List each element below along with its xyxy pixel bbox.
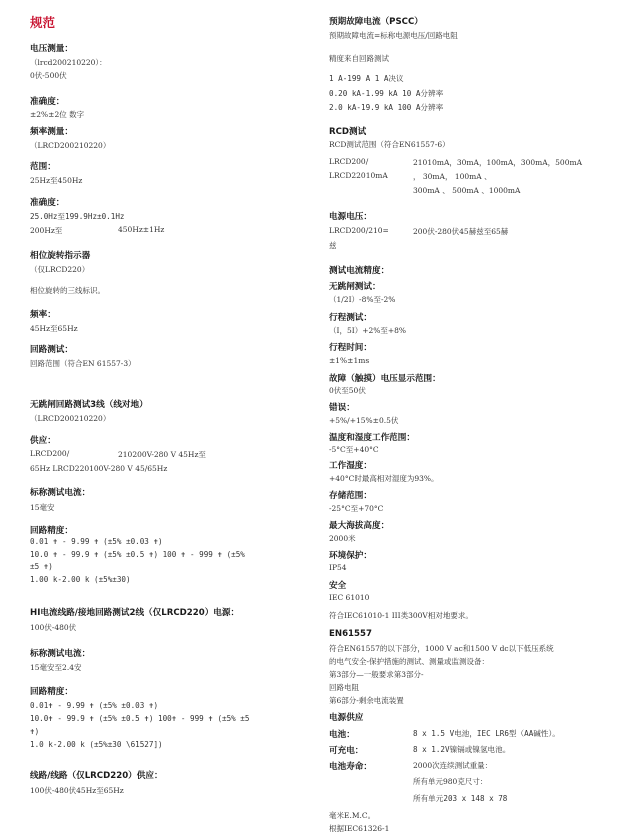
rechargeable-label: 可充电：	[329, 746, 364, 756]
battery-label: 电池：	[329, 730, 355, 740]
safety-heading: 安全	[329, 581, 347, 591]
loop-accuracy-line-4: 1.00 k-2.00 k (±5%±30)	[30, 575, 131, 584]
temperature-range-value: -5°C至+40°C	[329, 445, 379, 454]
loop-test-range: 回路范围（符合EN 61557-3）	[30, 359, 136, 368]
phase-rotation-model: （仅LRCD220）	[30, 265, 90, 274]
nominal-test-current-value: 15毫安	[30, 503, 55, 512]
environmental-protection-value: IP54	[329, 563, 347, 572]
storage-range-heading: 存储范围：	[329, 491, 372, 501]
hi-current-value: 100伏-480伏	[30, 623, 77, 632]
accuracy-value-2c: 450Hz±1Hz	[118, 225, 165, 234]
mains-voltage-cont: 兹	[329, 241, 337, 250]
travel-time-heading: 行程时间：	[329, 343, 372, 353]
rcd-range: RCD测试范围（符合EN61557-6）	[329, 140, 450, 149]
rcd-currents-1: 21010mA，30mA，100mA，300mA，500mA	[413, 158, 582, 167]
en61557-line-1: 符合EN61557的以下部分，1000 V ac和1500 V dc以下低压系统	[329, 644, 554, 653]
nominal-test-current-heading: 标称测试电流：	[30, 488, 91, 498]
travel-test-heading: 行程测试：	[329, 313, 372, 323]
storage-range-value: -25°C至+70°C	[329, 504, 384, 513]
battery-life-label: 电池寿命：	[329, 762, 372, 772]
dimensions-value: 所有单元203 x 148 x 78	[413, 794, 508, 803]
supply-line-1b: 210200V-280 V 45Hz至	[118, 450, 206, 459]
nominal-test-current-value-2: 15毫安至2.4安	[30, 663, 82, 672]
frequency-measurement-heading: 频率测量：	[30, 127, 73, 137]
safety-compliance: 符合IEC61010-1 III类300V相对地要求。	[329, 611, 473, 620]
supply-line-1a: LRCD200/	[30, 449, 70, 458]
voltage-measurement-range: 0伏-500伏	[30, 71, 67, 80]
no-trip-test-heading: 无跳闸测试：	[329, 282, 381, 292]
accuracy-value-2: 25.0Hz至199.9Hz±0.1Hz	[30, 212, 125, 221]
frequency-heading: 频率：	[30, 310, 56, 320]
humidity-value: +40°C时最高相对湿度为93%。	[329, 474, 439, 483]
altitude-value: 2000米	[329, 534, 356, 543]
emc-line-2: 根据IEC61326-1	[329, 824, 390, 833]
pscc-heading: 预期故障电流（PSCC）	[329, 17, 423, 27]
frequency-value: 45Hz至65Hz	[30, 324, 78, 333]
voltage-measurement-heading: 电压测量：	[30, 44, 73, 54]
pscc-res-1: 1 A-199 A 1 A决议	[329, 74, 404, 83]
voltage-measurement-model: （lrcd200210220）：	[30, 58, 107, 67]
fault-voltage-value: 0伏至50伏	[329, 386, 366, 395]
emc-line-1: 毫米E.M.C。	[329, 811, 376, 820]
travel-time-value: ±1%±1ms	[329, 356, 370, 365]
supply-line-2: 65Hz LRCD220100V-280 V 45/65Hz	[30, 464, 168, 473]
no-trip-loop-heading: 无跳闸回路测试3线（线对地）	[30, 400, 148, 410]
test-current-accuracy-heading: 测试电流精度：	[329, 266, 390, 276]
loop-accuracy-2-line-4: 1.0 k-2.00 k (±5%±30 \61527])	[30, 740, 163, 749]
en61557-line-2: 的电气安全-保护措施的测试、测量或监测设备：	[329, 657, 490, 666]
accuracy-heading-1: 准确度：	[30, 97, 65, 107]
power-supply-heading: 电源供应	[329, 713, 364, 723]
humidity-heading: 工作湿度：	[329, 461, 372, 471]
travel-test-value: （I，5I）+2%至+8%	[329, 326, 407, 335]
loop-accuracy-line-2: 10.0 ✝ - 99.9 ✝ (±5% ±0.5 ✝) 100 ✝ - 999 ✝ (±5%	[30, 550, 245, 559]
mains-voltage-value: 200伏-280伏45赫兹至65赫	[413, 227, 509, 236]
pscc-accuracy: 精度来自回路测试	[329, 54, 389, 63]
rechargeable-value: 8 x 1.2V镍镉或镍氢电池。	[413, 745, 511, 754]
line-supply-value: 100伏-480伏45Hz至65Hz	[30, 786, 124, 795]
loop-accuracy-2-line-3: ✝)	[30, 727, 40, 736]
mains-voltage-heading: 电源电压：	[329, 212, 372, 222]
pscc-formula: 预期故障电流=标称电源电压/回路电阻	[329, 31, 458, 40]
error-heading: 错误：	[329, 403, 355, 413]
en61557-heading: EN61557	[329, 629, 372, 639]
loop-accuracy-2-line-1: 0.01✝ - 9.99 ✝ (±5% ±0.03 ✝)	[30, 701, 159, 710]
supply-heading: 供应：	[30, 436, 56, 446]
page-title: 规范	[30, 15, 56, 30]
pscc-res-3: 2.0 kA-19.9 kA 100 A分辨率	[329, 103, 444, 112]
line-supply-heading: 线路/线路（仅LRCD220）供应：	[30, 771, 163, 781]
fault-voltage-heading: 故障（触摸）电压显示范围：	[329, 374, 441, 384]
temperature-range-heading: 温度和湿度工作范围：	[329, 433, 415, 443]
environmental-protection-heading: 环境保护：	[329, 551, 372, 561]
safety-standard: IEC 61010	[329, 593, 370, 602]
no-trip-test-value: （1/2I）-8%至-2%	[329, 295, 396, 304]
loop-accuracy-line-1: 0.01 ✝ - 9.99 ✝ (±5% ±0.03 ✝)	[30, 537, 163, 546]
hi-current-heading: HI电流线路/接地回路测试2线（仅LRCD220）电源：	[30, 608, 240, 618]
range-value: 25Hz至450Hz	[30, 176, 83, 185]
nominal-test-current-heading-2: 标称测试电流：	[30, 649, 91, 659]
en61557-line-3: 第3部分—一般要求第3部分-	[329, 670, 424, 679]
accuracy-heading-2: 准确度：	[30, 198, 65, 208]
error-value: +5%/+15%±0.5伏	[329, 416, 399, 425]
loop-accuracy-heading: 回路精度：	[30, 526, 73, 536]
pscc-res-2: 0.20 kA-1.99 kA 10 A分辨率	[329, 89, 444, 98]
rcd-currents-2: ， 30mA， 100mA 、	[413, 172, 492, 181]
altitude-heading: 最大海拔高度：	[329, 521, 390, 531]
accuracy-value-1: ±2%±2位 数字	[30, 110, 85, 119]
rcd-model-b: LRCD22010mA	[329, 171, 388, 180]
en61557-line-5: 第6部分-剩余电流装置	[329, 696, 404, 705]
rcd-model-a: LRCD200/	[329, 157, 369, 166]
loop-accuracy-heading-2: 回路精度：	[30, 687, 73, 697]
range-heading: 范围：	[30, 162, 56, 172]
rcd-heading: RCD测试	[329, 127, 367, 137]
phase-rotation-heading: 相位旋转指示器	[30, 251, 91, 261]
weight-value: 所有单元980克尺寸：	[413, 777, 488, 786]
battery-value: 8 x 1.5 V电池，IEC LR6型（AA碱性）。	[413, 729, 560, 738]
accuracy-value-2b: 200Hz至	[30, 226, 63, 235]
frequency-measurement-model: （LRCD200210220）	[30, 141, 111, 150]
rcd-currents-3: 300mA 、 500mA 、1000mA	[413, 186, 521, 195]
no-trip-loop-model: （LRCD200210220）	[30, 414, 111, 423]
phase-rotation-desc: 相位旋转的三线标识。	[30, 286, 105, 295]
loop-accuracy-2-line-2: 10.0✝ - 99.9 ✝ (±5% ±0.5 ✝) 100✝ - 999 ✝ (±5% ±5	[30, 714, 250, 723]
loop-test-heading: 回路测试：	[30, 345, 73, 355]
battery-life-value: 2000次连续测试重量：	[413, 761, 493, 770]
en61557-line-4: 回路电阻	[329, 683, 359, 692]
mains-voltage-model: LRCD200/210=	[329, 226, 389, 235]
loop-accuracy-line-3: ±5 ✝)	[30, 562, 53, 571]
